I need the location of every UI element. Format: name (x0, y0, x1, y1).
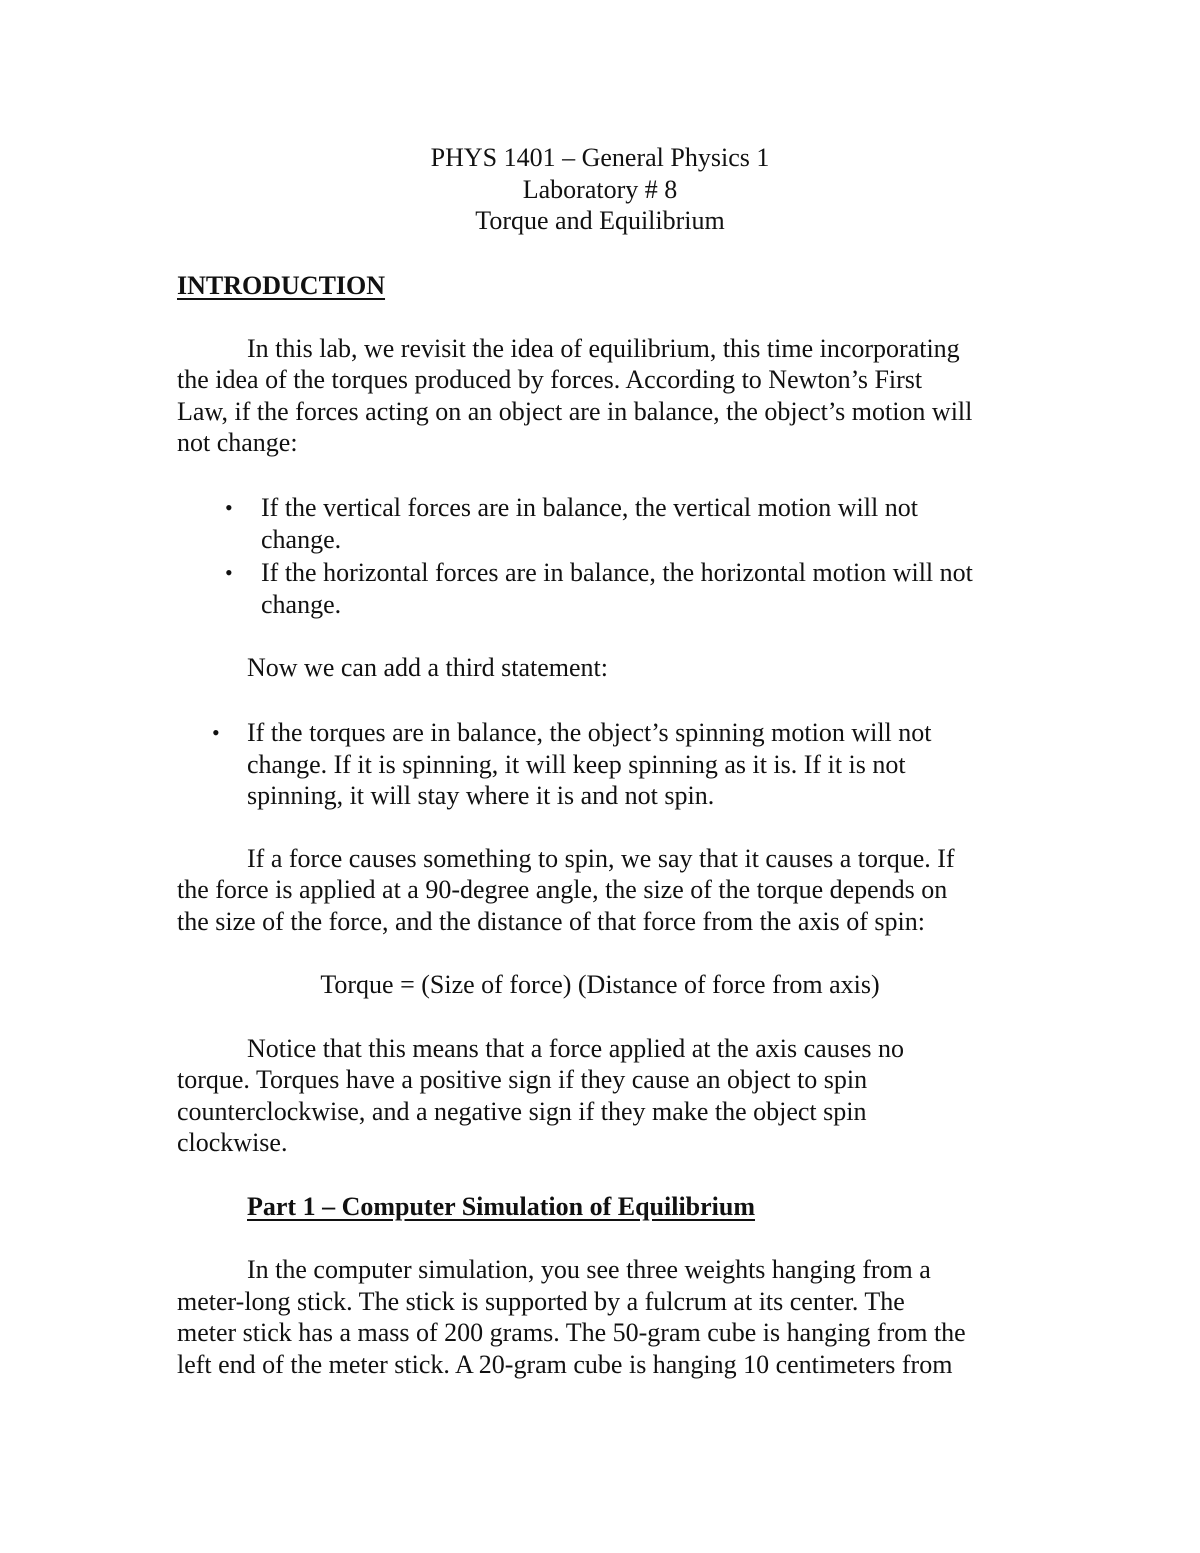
list-item-line: change. (261, 525, 342, 554)
paragraph-line: Law, if the forces acting on an object are in balance, the object’s motion will (177, 397, 973, 426)
list-item-line: If the vertical forces are in balance, the vertical motion will not (261, 493, 918, 522)
list-item-line: change. If it is spinning, it will keep spinning as it is. If it is not (247, 750, 906, 779)
introduction-heading: INTRODUCTION (177, 271, 386, 300)
bullet-icon: • (225, 560, 233, 585)
paragraph-line: clockwise. (177, 1128, 288, 1157)
part1-heading: Part 1 – Computer Simulation of Equilibrium (247, 1192, 756, 1221)
paragraph-line: In the computer simulation, you see three weights hanging from a (247, 1255, 931, 1284)
torque-equation: Torque = (Size of force) (Distance of force from axis) (320, 970, 880, 999)
course-title: PHYS 1401 – General Physics 1 (430, 143, 770, 172)
paragraph-line: the size of the force, and the distance of that force from the axis of spin: (177, 907, 925, 936)
list-item-line: spinning, it will stay where it is and not spin. (247, 781, 715, 810)
paragraph-line: torque. Torques have a positive sign if they cause an object to spin (177, 1065, 868, 1094)
paragraph-line: Notice that this means that a force applied at the axis causes no (247, 1034, 904, 1063)
paragraph-line: meter-long stick. The stick is supported by a fulcrum at its center. The (177, 1287, 905, 1316)
paragraph-line: meter stick has a mass of 200 grams. The 50-gram cube is hanging from the (177, 1318, 966, 1347)
list-item-line: If the torques are in balance, the object’s spinning motion will not (247, 718, 932, 747)
paragraph-line: the force is applied at a 90-degree angle, the size of the torque depends on (177, 875, 948, 904)
paragraph-line: not change: (177, 428, 298, 457)
lab-title: Torque and Equilibrium (475, 206, 725, 235)
list-item-line: If the horizontal forces are in balance, the horizontal motion will not (261, 558, 973, 587)
lab-number: Laboratory # 8 (522, 175, 678, 204)
paragraph-line: counterclockwise, and a negative sign if they make the object spin (177, 1097, 867, 1126)
bullet-icon: • (225, 495, 233, 520)
list-item-line: change. (261, 590, 342, 619)
paragraph-line: If a force causes something to spin, we say that it causes a torque. If (247, 844, 955, 873)
paragraph-line: the idea of the torques produced by forces. According to Newton’s First (177, 365, 923, 394)
paragraph-line: In this lab, we revisit the idea of equilibrium, this time incorporating (247, 334, 960, 363)
intro-paragraph-2: Now we can add a third statement: (247, 653, 608, 682)
paragraph-line: left end of the meter stick. A 20-gram cube is hanging 10 centimeters from (177, 1350, 953, 1379)
bullet-icon: • (212, 720, 220, 745)
